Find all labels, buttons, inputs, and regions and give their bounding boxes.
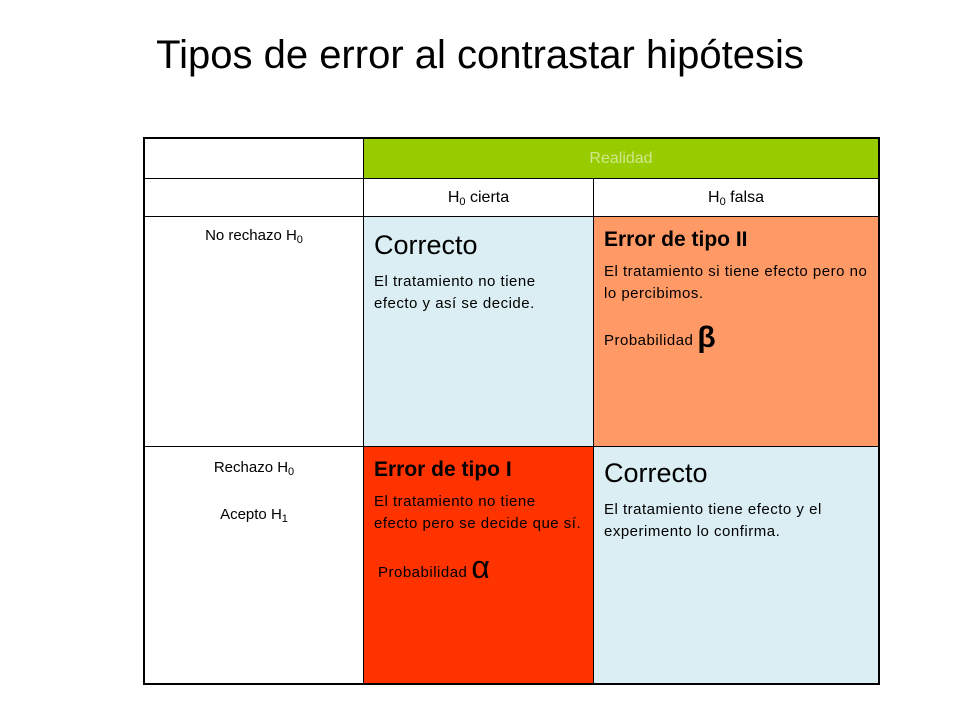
page-title: Tipos de error al contrastar hipótesis xyxy=(156,33,804,77)
row-label-line xyxy=(145,227,363,246)
column-header-h0-true xyxy=(364,179,594,217)
row-label-base: No rechazo H xyxy=(205,227,297,244)
column-header-h0-false xyxy=(594,179,878,217)
column-header-suffix: falsa xyxy=(725,189,764,206)
row-label-subscript: 1 xyxy=(281,513,288,525)
row-label-not-reject xyxy=(145,217,364,447)
empty-corner-cell xyxy=(145,139,364,179)
cell-description: El tratamiento si tiene efecto pero no lo percibimos. xyxy=(604,263,868,302)
reality-header: Realidad xyxy=(364,139,878,179)
empty-corner-cell-2 xyxy=(145,179,364,217)
column-header-subscript: 0 xyxy=(459,196,466,208)
probability-line xyxy=(374,549,583,586)
cell-type-1-error xyxy=(364,447,594,683)
row-label-reject xyxy=(145,447,364,683)
cell-description: El tratamiento no tiene efecto pero se decide que sí. xyxy=(374,493,582,532)
error-types-table xyxy=(143,137,880,685)
cell-heading: Correcto xyxy=(374,230,478,260)
cell-type-2-error xyxy=(594,217,878,447)
probability-label: Probabilidad xyxy=(378,564,468,581)
row-label-spacer xyxy=(145,478,363,506)
column-header-base: H xyxy=(447,189,460,206)
row-label-line xyxy=(145,459,363,478)
row-label-subscript: 0 xyxy=(296,234,303,246)
cell-description: El tratamiento no tiene efecto y así se decide. xyxy=(374,273,536,312)
beta-symbol: β xyxy=(697,321,717,354)
probability-label: Probabilidad xyxy=(604,332,694,349)
row-label-base: Acepto H xyxy=(220,506,282,523)
row-label-subscript: 0 xyxy=(288,466,295,478)
row-label-base: Rechazo H xyxy=(213,459,289,476)
cell-heading: Error de tipo I xyxy=(374,458,512,481)
cell-correct-reject xyxy=(594,447,878,683)
cell-description: El tratamiento tiene efecto y el experimento lo confirma. xyxy=(604,501,822,540)
probability-line xyxy=(604,321,868,355)
column-header-suffix: cierta xyxy=(465,189,510,206)
cell-heading: Error de tipo II xyxy=(604,228,748,251)
cell-heading: Correcto xyxy=(604,458,708,488)
cell-correct-not-reject xyxy=(364,217,594,447)
alpha-symbol: α xyxy=(471,549,491,585)
row-label-line xyxy=(145,506,363,525)
column-header-base: H xyxy=(708,189,720,206)
column-header-subscript: 0 xyxy=(719,196,726,208)
